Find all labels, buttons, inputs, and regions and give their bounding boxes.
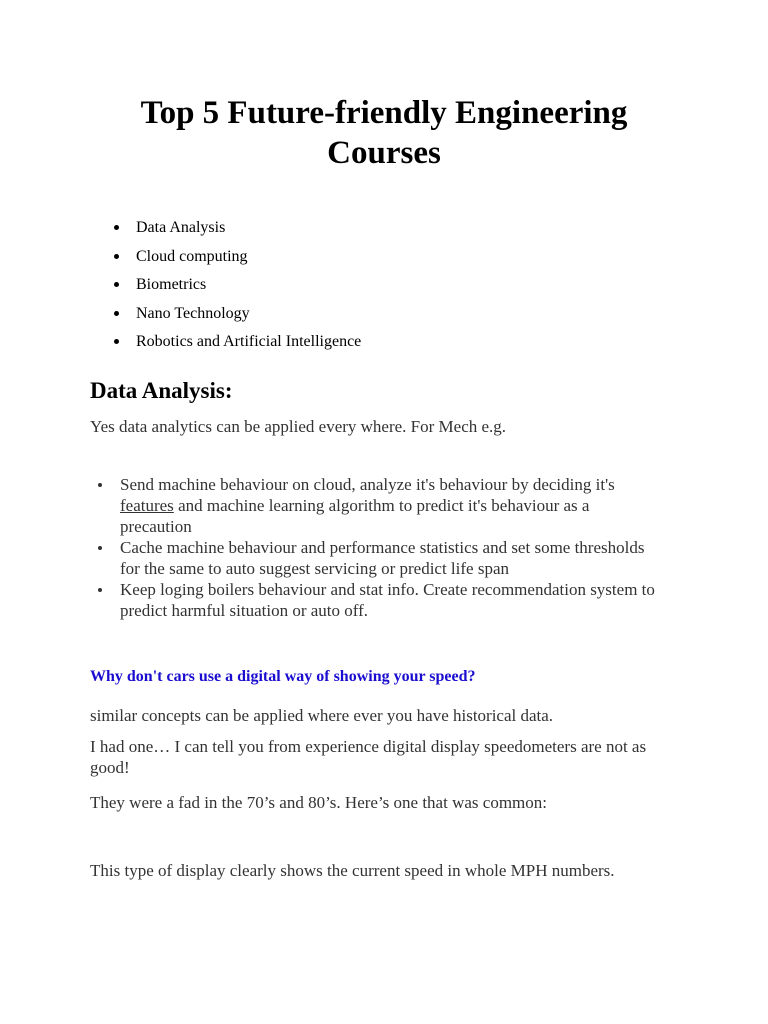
bullet-icon [114,282,119,287]
list-item [0,537,660,579]
paragraph-fad: They were a fad in the 70’s and 80’s. Here’s one that was common: [90,793,547,812]
page-title [90,93,678,173]
list-item [0,579,660,621]
detail-text: Send machine behaviour on cloud, analyze it's behaviour by deciding it's [120,475,615,494]
paragraph-experience: I had one… I can tell you from experience digital display speedometers are not as good! [90,737,647,777]
bullet-icon [98,483,102,487]
list-item [0,474,660,537]
features-link[interactable]: features [120,496,174,515]
title-line-2: Courses [327,135,441,171]
bullet-icon [114,225,119,230]
course-label: Data Analysis [136,219,226,236]
bullet-icon [114,311,119,316]
bullet-icon [98,588,102,592]
detail-text: Cache machine behaviour and performance statistics and set some thresholds for the same to auto suggest servicing or predict life span [120,538,645,578]
section-heading: Data Analysis: [90,378,233,403]
course-label: Robotics and Artificial Intelligence [136,333,362,350]
detail-text: and machine learning algorithm to predict it's behaviour as a precaution [120,496,590,536]
paragraph-historical-data: similar concepts can be applied where ever you have historical data. [90,706,554,725]
intro-paragraph: Yes data analytics can be applied every where. For Mech e.g. [90,417,507,436]
bullet-icon [114,339,119,344]
course-label: Nano Technology [136,304,250,322]
detail-text: Keep loging boilers behaviour and stat info. Create recommendation system to predict harmful situation or auto off. [120,580,655,620]
bullet-icon [98,546,102,550]
course-label: Cloud computing [136,247,248,265]
paragraph-display: This type of display clearly shows the current speed in whole MPH numbers. [90,861,615,880]
bullet-icon [114,254,119,259]
course-label: Biometrics [136,276,207,293]
title-line-1: Top 5 Future-friendly Engineering [140,95,628,131]
detail-list [0,474,660,621]
question-link[interactable]: Why don't cars use a digital way of showing your speed? [90,668,476,685]
